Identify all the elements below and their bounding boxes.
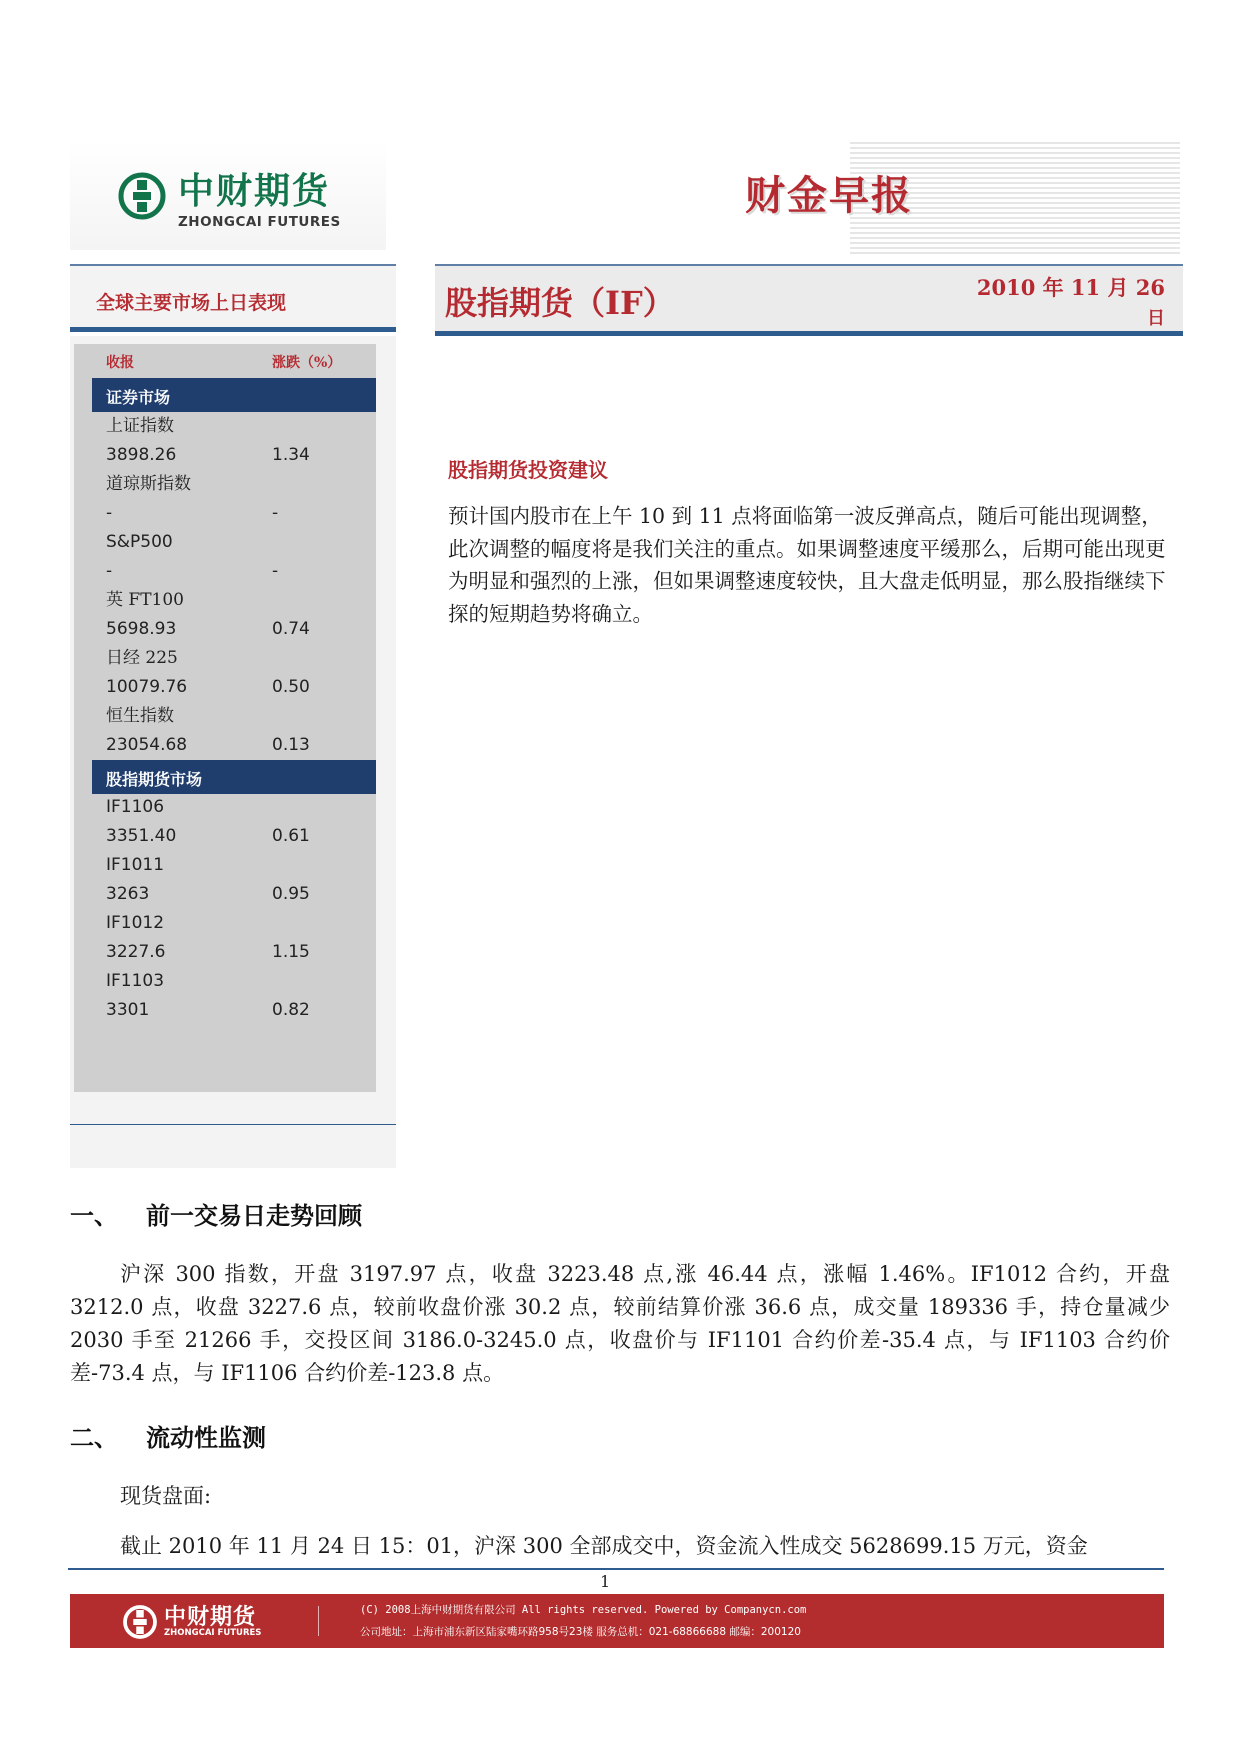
report-title: 财金早报 <box>745 172 913 219</box>
table-cell-close: 3351.40 <box>106 826 177 846</box>
table-cell-change: 0.82 <box>272 1000 310 1020</box>
logo-text-en: ZHONGCAI FUTURES <box>178 214 341 230</box>
table-cell-close: 10079.76 <box>106 677 188 697</box>
footer-bar <box>70 1594 1164 1648</box>
footer-address: 公司地址：上海市浦东新区陆家嘴环路958号23楼 服务总机：021-68866688 邮编：200120 <box>360 1626 801 1638</box>
table-row-name: IF1011 <box>106 855 165 875</box>
table-row-name: 上证指数 <box>106 416 174 436</box>
table-cell-close: 23054.68 <box>106 735 188 755</box>
section2-heading <box>70 1418 266 1453</box>
table-cell-change: 0.95 <box>272 884 310 904</box>
market-panel-heading <box>70 264 396 332</box>
table-row-name: 道琼斯指数 <box>106 474 191 494</box>
section1-heading <box>70 1196 362 1231</box>
table-header <box>74 344 376 376</box>
section-bar-index-futures <box>92 760 376 794</box>
market-table-panel <box>70 336 396 1168</box>
section-heading-title: 股指期货（IF） <box>445 284 675 322</box>
market-table <box>74 344 376 1092</box>
advice-title: 股指期货投资建议 <box>448 458 608 482</box>
section2-paragraph: 截止 2010 年 11 月 24 日 15：01，沪深 300 全部成交中，资金流入性成交 5628699.15 万元，资金 <box>120 1534 1088 1558</box>
table-cell-change: 0.13 <box>272 735 310 755</box>
report-date-day: 日 <box>1147 308 1165 329</box>
table-row-name: IF1106 <box>106 797 165 817</box>
section2-title: 流动性监测 <box>146 1423 266 1452</box>
report-date: 2010 年 11 月 26 <box>976 275 1165 300</box>
table-row-name: 日经 225 <box>106 648 178 668</box>
table-row-name: 恒生指数 <box>106 706 174 726</box>
section-heading-bar <box>435 264 1183 336</box>
table-row-name: S&P500 <box>106 532 173 552</box>
section-bar-label: 证券市场 <box>106 388 171 407</box>
table-row-name: 英 FT100 <box>106 590 184 610</box>
zhongcai-logo-icon <box>118 172 166 220</box>
column-change-header: 涨跌（%） <box>272 355 342 371</box>
table-cell-change: 0.74 <box>272 619 310 639</box>
market-panel-heading-text: 全球主要市场上日表现 <box>96 292 287 314</box>
section1-title: 前一交易日走势回顾 <box>146 1201 362 1230</box>
column-close-header: 收报 <box>106 355 134 371</box>
table-cell-close: 3227.6 <box>106 942 166 962</box>
footer-copyright: (C) 2008上海中财期货有限公司 All rights reserved. Powered by Companycn.com <box>360 1604 807 1616</box>
table-cell-change: - <box>272 503 279 523</box>
table-cell-close: 3301 <box>106 1000 150 1020</box>
table-cell-change: - <box>272 561 279 581</box>
section1-number: 一、 <box>70 1201 118 1230</box>
table-cell-close: 3898.26 <box>106 445 177 465</box>
table-cell-close: 5698.93 <box>106 619 177 639</box>
table-cell-close: - <box>106 503 113 523</box>
section2-paragraph: 现货盘面: <box>120 1484 212 1508</box>
section-bar-label: 股指期货市场 <box>106 770 203 789</box>
footer-rule <box>68 1568 1164 1570</box>
panel-divider <box>70 1124 396 1125</box>
table-cell-change: 1.34 <box>272 445 310 465</box>
logo-text-cn: 中财期货 <box>178 171 331 212</box>
section-bar-securities <box>92 378 376 412</box>
footer-brand-en: ZHONGCAI FUTURES <box>164 1628 262 1638</box>
table-row-name: IF1103 <box>106 971 165 991</box>
footer-divider <box>318 1606 319 1636</box>
table-cell-change: 0.61 <box>272 826 310 846</box>
table-row-name: IF1012 <box>106 913 165 933</box>
footer-brand-cn: 中财期货 <box>164 1605 257 1630</box>
table-cell-change: 0.50 <box>272 677 310 697</box>
header-logo-block <box>70 140 386 250</box>
section1-body: 沪深 300 指数，开盘 3197.97 点，收盘 3223.48 点,涨 46.44 点，涨幅 1.46%。IF1012 合约，开盘 3212.0 点，收盘 3227.6 点，较前收盘价涨 30.2 点，较前结算价涨 36.6 点，成交量 189336 手，持仓量减少 2030 手至 21266 手，交投区间 3186.0-3245.0 点，收盘价与 IF1101 合约价差-35.4 点，与 IF1103 合约价差-73.4 点，与 IF1106 合约价差-123.8 点。 <box>70 1262 1170 1385</box>
advice-body: 预计国内股市在上午 10 到 11 点将面临第一波反弹高点，随后可能出现调整，此次调整的幅度将是我们关注的重点。如果调整速度平缓那么，后期可能出现更为明显和强烈的上涨，但如果调整速度较快，且大盘走低明显，那么股指继续下探的短期趋势将确立。 <box>448 504 1166 626</box>
table-cell-change: 1.15 <box>272 942 310 962</box>
page-number: 1 <box>600 1572 611 1591</box>
section2-number: 二、 <box>70 1423 118 1452</box>
table-cell-close: 3263 <box>106 884 150 904</box>
footer-logo-icon <box>122 1604 158 1640</box>
table-cell-close: - <box>106 561 113 581</box>
